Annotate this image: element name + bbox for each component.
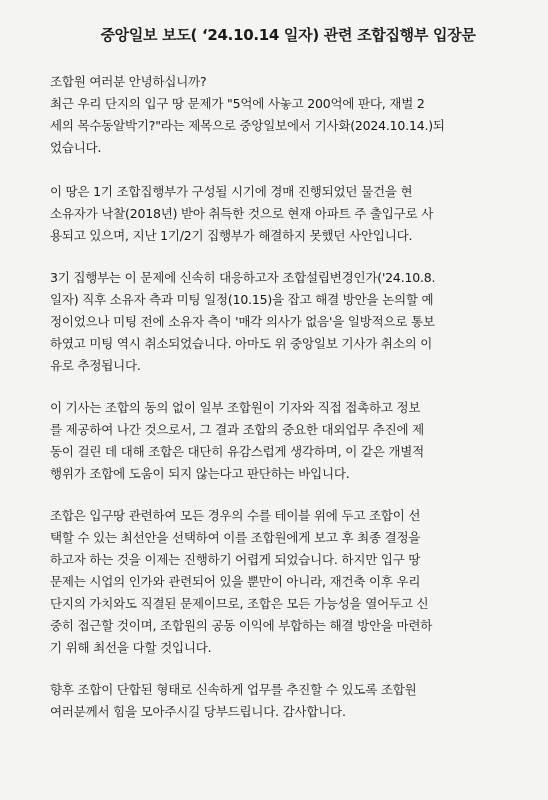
paragraph-line: 최근 우리 단지의 입구 땅 문제가 "5억에 사놓고 200억에 판다, 재벌 2 xyxy=(50,96,425,111)
paragraph-line: 하고자 하는 것을 이제는 진행하기 어렵게 되었습니다. 하지만 입구 땅 xyxy=(50,552,421,567)
paragraph-line: 유로 추정됩니다. xyxy=(50,358,141,373)
paragraph-line: 여러분께서 힘을 모아주시길 당부드립니다. 감사합니다. xyxy=(50,704,346,719)
paragraph-line: 이 기사는 조합의 동의 없이 일부 조합원이 기자와 직접 접촉하고 정보 xyxy=(50,400,421,415)
paragraph-line: 동이 걸린 데 대해 조합은 대단히 유감스럽게 생각하며, 이 같은 개별적 xyxy=(50,444,425,459)
paragraph-line: 정이었으나 미팅 전에 소유자 측이 '매각 의사가 없음'을 일방적으로 통보 xyxy=(50,314,435,329)
paragraph-2 xyxy=(36,181,522,247)
paragraph-line: 었습니다. xyxy=(50,140,102,155)
paragraph-line: 소유자가 낙찰(2018년) 받아 취득한 것으로 현재 아파트 주 출입구로 사 xyxy=(50,206,434,221)
paragraph-3 xyxy=(36,267,522,377)
paragraph-line: 향후 조합이 단합된 형태로 신속하게 업무를 추진할 수 있도록 조합원 xyxy=(50,682,417,697)
paragraph-line: 기 위해 최선을 다할 것입니다. xyxy=(50,640,212,655)
paragraph-1 xyxy=(36,93,522,159)
paragraph-line: 중히 접근할 것이며, 조합원의 공동 이익에 부합하는 해결 방안을 마련하 xyxy=(50,618,433,633)
paragraph-line: 행위가 조합에 도움이 되지 않는다고 판단하는 바입니다. xyxy=(50,466,350,481)
greeting-line: 조합원 여러분 안녕하십니까? xyxy=(50,74,207,89)
greeting xyxy=(36,71,522,93)
paragraph-line: 3기 집행부는 이 문제에 신속히 대응하고자 조합설립변경인가('24.10.8. xyxy=(50,270,436,285)
paragraph-line: 용되고 있으며, 지난 1기/2기 집행부가 해결하지 못했던 사안입니다. xyxy=(50,228,413,243)
paragraph-line: 단지의 가치와도 직결된 문제이므로, 조합은 모든 가능성을 열어두고 신 xyxy=(50,596,429,611)
paragraph-line: 조합은 입구땅 관련하여 모든 경우의 수를 테이블 위에 두고 조합이 선 xyxy=(50,508,421,523)
paragraph-line: 일자) 직후 소유자 측과 미팅 일정(10.15)을 잡고 해결 방안을 논의할 예 xyxy=(50,292,434,307)
paragraph-6 xyxy=(36,679,522,723)
document-title: 중앙일보 보도( ‘24.10.14 일자) 관련 조합집행부 입장문 xyxy=(100,26,476,44)
paragraph-line: 를 제공하여 나간 것으로서, 그 결과 조합의 중요한 대외업무 추진에 제 xyxy=(50,422,425,437)
paragraph-line: 택할 수 있는 최선안을 선택하여 이를 조합원에게 보고 후 최종 결정을 xyxy=(50,530,421,545)
paragraph-line: 세의 목수동알박기?"라는 제목으로 중앙일보에서 기사화(2024.10.14.)되 xyxy=(50,118,445,133)
paragraph-line: 하였고 미팅 역시 취소되었습니다. 아마도 위 중앙일보 기사가 취소의 이 xyxy=(50,336,433,351)
paragraph-line: 문제는 시업의 인가와 관련되어 있을 뿐만이 아니라, 재건축 이후 우리 xyxy=(50,574,421,589)
paragraph-4 xyxy=(36,397,522,485)
paragraph-line: 이 땅은 1기 조합집행부가 구성될 시기에 경매 진행되었던 물건을 현 xyxy=(50,184,413,199)
paragraph-5 xyxy=(36,505,522,659)
